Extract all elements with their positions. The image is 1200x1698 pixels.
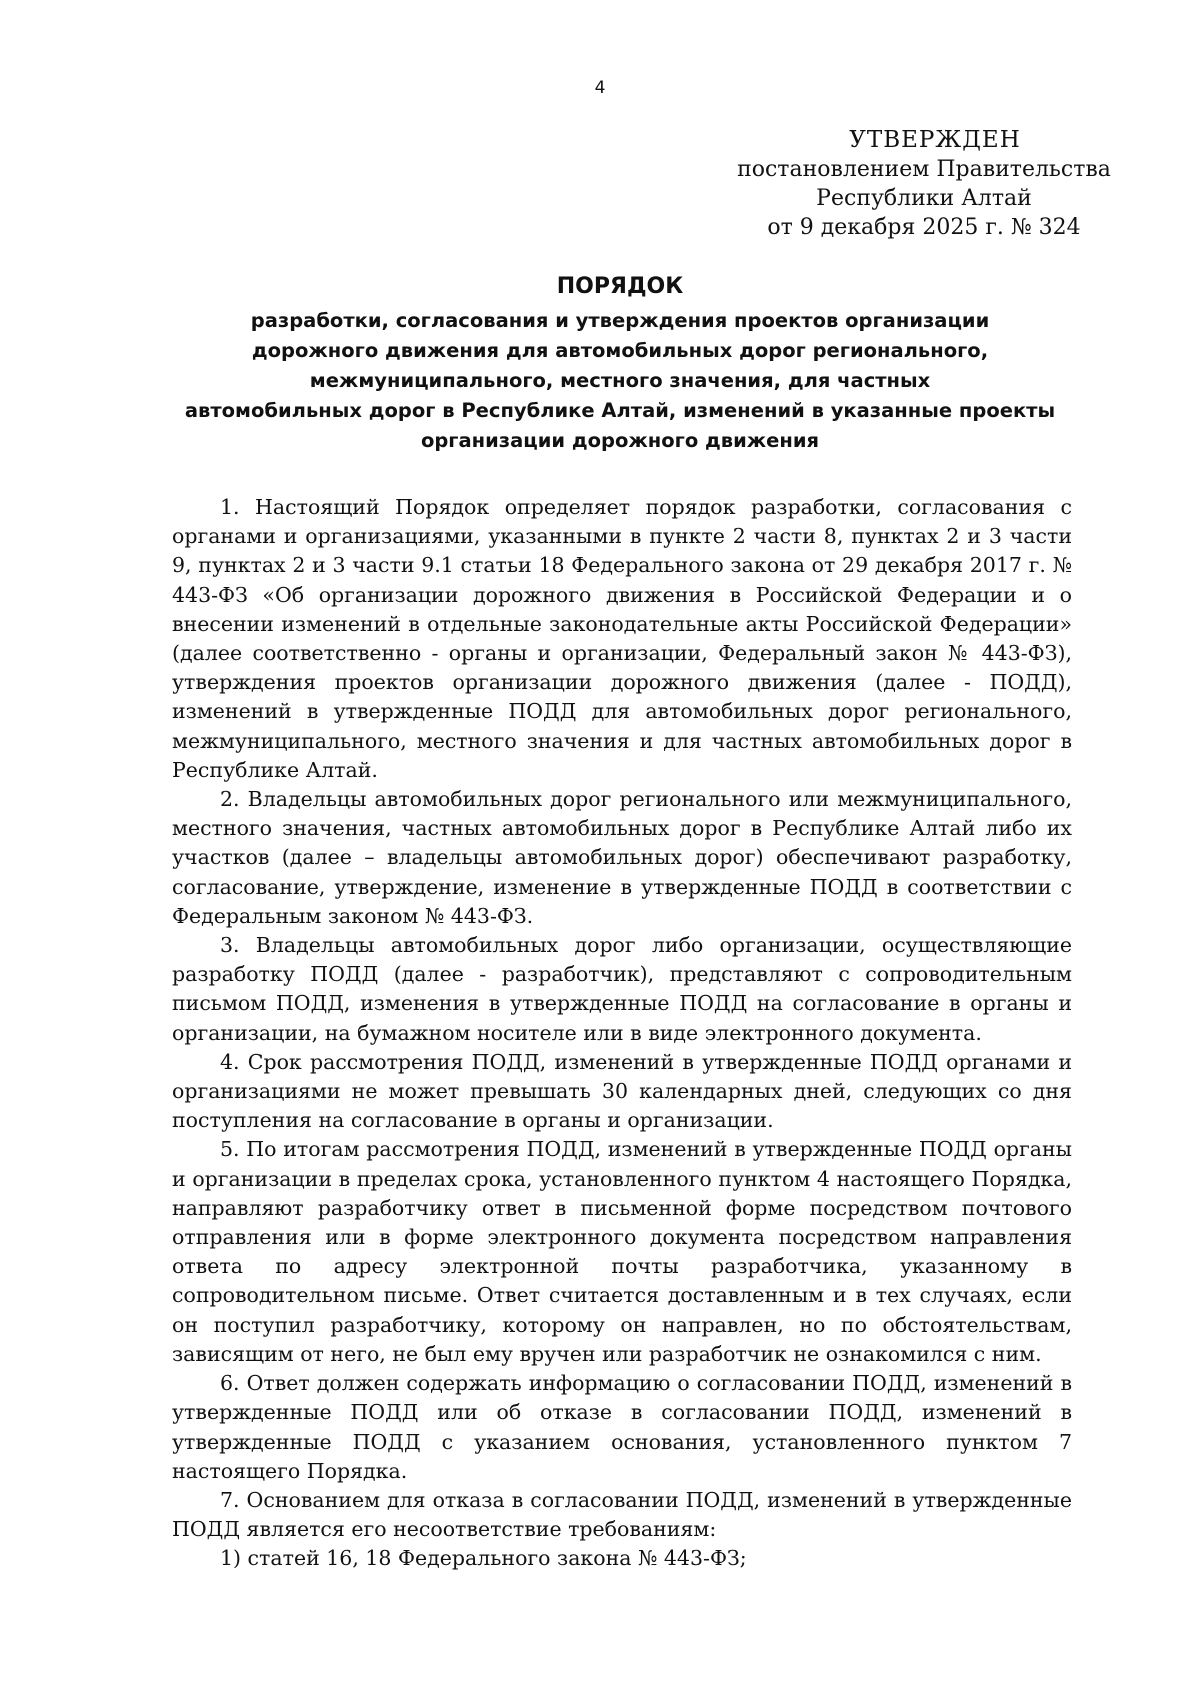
list-item-1: 1) статей 16, 18 Федерального закона № 443-ФЗ;: [220, 1546, 747, 1571]
paragraph-3: 3. Владельцы автомобильных дорог либо организации, осуществляющие разработку ПОДД (далее - разработчик), представляют с сопроводительным письмом ПОДД, изменения в утвержденные ПОДД на согласование в органы и организации, на бумажном носителе или в виде электронного документа.: [172, 933, 1072, 1045]
approval-line: от 9 декабря 2025 г. № 324: [767, 215, 1081, 240]
subtitle-line: межмуниципального, местного значения, для частных: [309, 369, 931, 392]
subtitle-line: дорожного движения для автомобильных дорог регионального,: [251, 339, 989, 362]
paragraph-1: 1. Настоящий Порядок определяет порядок разработки, согласования с органами и организациями, указанными в пункте 2 части 8, пунктах 2 и 3 части 9, пунктах 2 и 3 части 9.1 статьи 18 Федерального закона от 29 декабря 2017 г. № 443-ФЗ «Об организации дорожного движения в Российской Федерации и о внесении изменений в отдельные законодательные акты Российской Федерации» (далее соответственно - органы и организации, Федеральный закон № 443-ФЗ), утверждения проектов организации дорожного движения (далее - ПОДД), изменений в утвержденные ПОДД для автомобильных дорог регионального, межмуниципального, местного значения и для частных автомобильных дорог в Республике Алтай.: [172, 495, 1072, 782]
document-body: [172, 493, 1072, 1574]
approval-stamp: [724, 126, 1124, 242]
document-title: ПОРЯДОК: [556, 274, 684, 299]
paragraph-4: 4. Срок рассмотрения ПОДД, изменений в утвержденные ПОДД органами и организациями не может превышать 30 календарных дней, следующих со дня поступления на согласование в органы и организации.: [172, 1049, 1072, 1133]
paragraph-7: 7. Основанием для отказа в согласовании ПОДД, изменений в утвержденные ПОДД является его несоответствие требованиям:: [172, 1487, 1072, 1542]
document-subtitle: [170, 306, 1070, 456]
paragraph-5: 5. По итогам рассмотрения ПОДД, изменений в утвержденные ПОДД органы и организации в пределах срока, установленного пунктом 4 настоящего Порядка, направляют разработчику ответ в письменной форме посредством почтового отправления или в форме электронного документа посредством направления ответа по адресу электронной почты разработчика, указанному в сопроводительном письме. Ответ считается доставленным и в тех случаях, если он поступил разработчику, которому он направлен, но по обстоятельствам, зависящим от него, не был ему вручен или разработчик не ознакомился с ним.: [172, 1137, 1072, 1366]
page-number: 4: [594, 78, 606, 98]
subtitle-line: организации дорожного движения: [420, 429, 820, 452]
approval-line: Республики Алтай: [816, 186, 1032, 211]
document-title-block: [170, 272, 1070, 456]
subtitle-line: автомобильных дорог в Республике Алтай, изменений в указанные проекты: [184, 399, 1056, 422]
approval-line: постановлением Правительства: [737, 157, 1111, 182]
approval-heading: УТВЕРЖДЕН: [849, 127, 1021, 153]
paragraph-6: 6. Ответ должен содержать информацию о согласовании ПОДД, изменений в утвержденные ПОДД или об отказе в согласовании ПОДД, изменений в утвержденные ПОДД с указанием основания, установленного пунктом 7 настоящего Порядка.: [172, 1371, 1072, 1483]
subtitle-line: разработки, согласования и утверждения проектов организации: [250, 309, 990, 332]
paragraph-2: 2. Владельцы автомобильных дорог регионального или межмуниципального, местного значения, частных автомобильных дорог в Республике Алтай либо их участков (далее – владельцы автомобильных дорог) обеспечивают разработку, согласование, утверждение, изменение в утвержденные ПОДД в соответствии с Федеральным законом № 443-ФЗ.: [172, 787, 1072, 928]
